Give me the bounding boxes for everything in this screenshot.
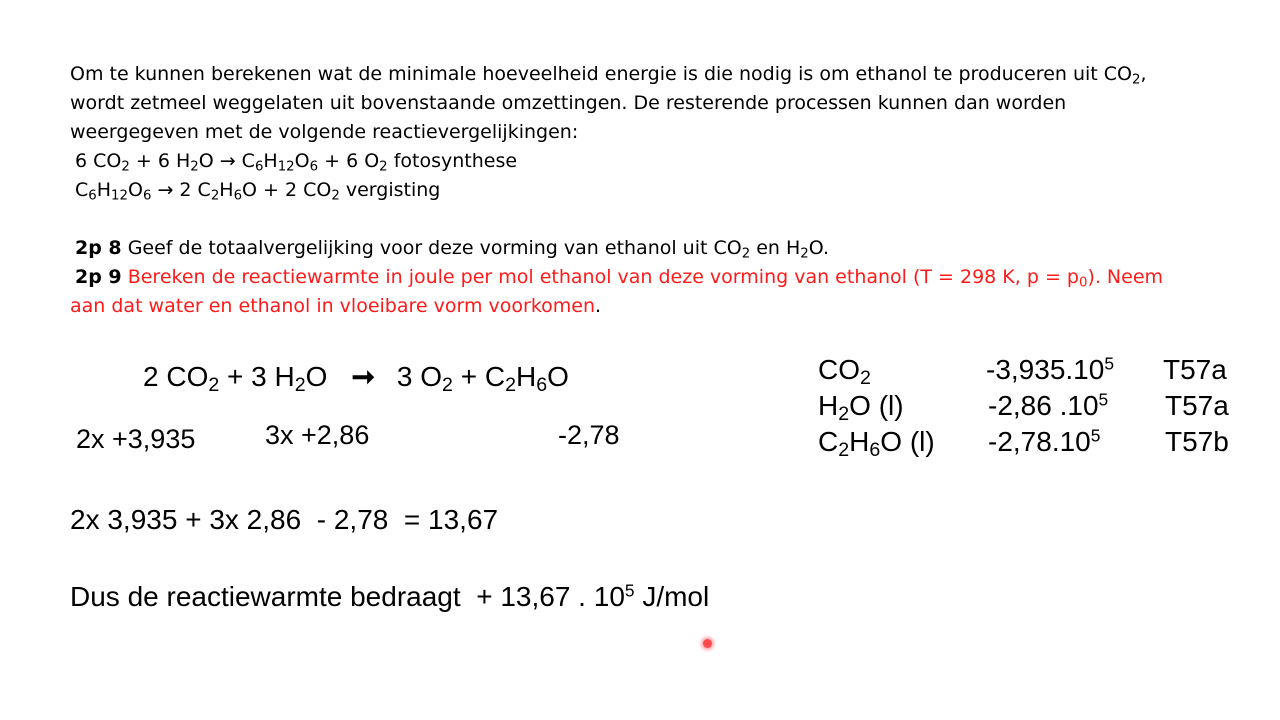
table-row [818,354,1248,390]
laser-pointer-icon [703,639,712,648]
table-value [988,390,1108,422]
table-value-exponent: 5 [1090,425,1101,446]
table-ref: T57a [1165,390,1229,421]
question-8: 2p 8 Geef de totaalvergelijking voor deze vorming van ethanol uit $CO_2$ en $H_2O$. [75,237,829,262]
total-reaction: 2 $CO_2 + 3$ $H_2O$ ➞ 3 $O_2 + C_2H_6O$ [143,361,569,396]
conclusion [70,581,709,613]
table-compound-co2: $CO_2$ [818,354,871,389]
intro-line-1-text: Om te kunnen berekenen wat de minimale hoeveelheid energie is die nodig is om ethanol te produceren uit CO [70,63,1133,85]
value-ethanol: -2,78 [558,420,620,450]
question-9-period: . [595,295,602,317]
conclusion-exponent: 5 [624,580,635,601]
conclusion-unit: J/mol [634,581,710,612]
table-value [988,426,1100,458]
intro-line-2: wordt zetmeel weggelaten uit bovenstaande omzettingen. De resterende processen kunnen dan worden [70,92,1067,114]
vergisting-label: vergisting [345,179,441,201]
question-8-number: 2p 8 [75,237,122,259]
question-8-text-c: O. [808,237,829,259]
table-ref: T57b [1165,426,1229,457]
table-compound-h2o: $H_2O$ (l) [818,390,904,425]
reaction-arrow-icon: ➞ [351,361,375,392]
value-h2o: 3x +2,86 [265,420,370,450]
table-value-exponent: 5 [1104,353,1114,374]
intro-line-1-subscript: 2 [1132,72,1141,88]
formation-heat-table [818,354,1248,462]
spacer [70,205,1210,234]
fotosynthese-label: fotosynthese [393,150,518,172]
table-value-base: -3,935.10 [986,354,1105,385]
table-row [818,390,1248,426]
question-9-text-c: aan dat water en ethanol in vloeibare vorm voorkomen [70,295,596,317]
table-value-base: -2,78.10 [988,426,1091,457]
question-9 [70,263,1210,292]
table-compound-ethanol: $C_2H_6O$ (l) [818,426,935,461]
table-value [986,354,1114,386]
value-co2: 2x +3,935 [76,424,196,454]
intro-line-1-comma: , [1140,63,1147,85]
equation-vergisting: $C_6H_{12}O_6 \to 2$ $C_2H_6O + 2$ $CO_2$ vergisting [75,179,441,204]
question-8-text: Geef de totaalvergelijking voor deze vorming van ethanol uit CO [127,237,742,259]
question-9-number: 2p 9 [75,266,122,288]
question-9-continued [70,292,1210,321]
table-row [818,426,1248,462]
table-value-exponent: 5 [1098,389,1109,410]
problem-text [70,60,1210,321]
conclusion-text: Dus de reactiewarmte bedraagt + 13,67 . 10 [70,581,625,612]
intro-line-3: weergegeven met de volgende reactievergelijkingen: [70,121,579,143]
table-value-base: -2,86 .10 [988,390,1099,421]
question-9-subscript: 0 [1078,275,1088,291]
intro-line-1 [70,60,1210,89]
reaction-arrow-icon: → [157,179,174,201]
reaction-arrow-icon: → [219,150,236,172]
calculation: 2x 3,935 + 3x 2,86 - 2,78 = 13,67 [70,504,499,535]
table-ref: T57a [1163,354,1227,385]
question-8-text-b: en H [750,237,801,259]
equation-fotosynthese: 6 $CO_2 + 6$ $H_2O \to C_6H_{12}O_6 + 6$ $O_2$ fotosynthese [75,150,518,175]
question-9-text: Bereken de reactiewarmte in joule per mol ethanol van deze vorming van ethanol (T = 298 K, p = p [127,266,1079,288]
question-9-text-b: ). Neem [1087,266,1164,288]
